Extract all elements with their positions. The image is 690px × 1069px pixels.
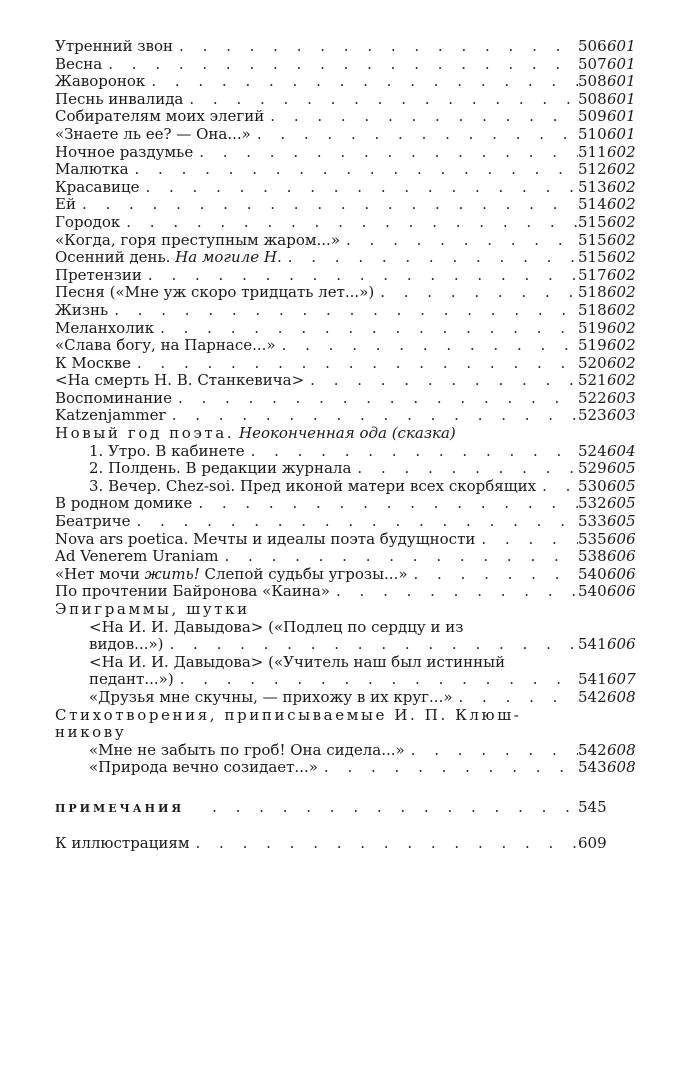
toc-entry: Утренний звон . . . 506 601: [55, 38, 637, 56]
toc-subentry: 2. Полдень. В редакции журнала . . . 529 605: [55, 460, 637, 478]
toc-subentry: 1. Утро. В кабинете . . . 524 604: [55, 443, 637, 461]
toc-subentry: 3. Вечер. Chez-soi. Пред иконой матери всех скорбящих . . . 530 605: [55, 478, 637, 496]
toc-entry: Воспоминание . . . 522 603: [55, 390, 637, 408]
toc-entry: Осенний день. На могиле Н. . . . 515 602: [55, 249, 637, 267]
toc-entry: «Нет мочи жить! Слепой судьбы угрозы...» . . . 540 606: [55, 566, 637, 584]
toc-subentry-line: <На И. И. Давыдова> («Подлец по сердцу и из: [89, 617, 464, 636]
toc-entry: Ей . . . 514 602: [55, 196, 637, 214]
notes-entry: ПРИМЕЧАНИЯ . . . 545: [55, 799, 637, 817]
toc-entry: Жаворонок . . . 508 601: [55, 73, 637, 91]
toc-subentry: «Природа вечно созидает...» . . . 543 608: [55, 759, 637, 777]
toc-entry: Городок . . . 515 602: [55, 214, 637, 232]
toc-entry: По прочтении Байронова «Каина» . . . 540 606: [55, 583, 637, 601]
toc-entry: Ad Venerem Uraniam . . . 538 606: [55, 548, 637, 566]
section-heading: Стихотворения, приписываемые И. П. Клюш-: [55, 705, 522, 724]
toc-subentry: педант...») . . . 541 607: [55, 671, 637, 689]
toc-entry: В родном домике . . . 532 605: [55, 495, 637, 513]
toc-entry: Katzenjammer . . . 523 603: [55, 407, 637, 425]
table-of-contents: [55, 38, 637, 852]
toc-entry: К Москве . . . 520 602: [55, 355, 637, 373]
section-heading: Новый год поэта. Неоконченная ода (сказка): [55, 424, 456, 443]
toc-entry: Песнь инвалида . . . 508 601: [55, 91, 637, 109]
toc-entry: Ночное раздумье . . . 511 602: [55, 144, 637, 162]
toc-entry: Беатриче . . . 533 605: [55, 513, 637, 531]
toc-entry: Nova ars poetica. Мечты и идеалы поэта будущности . . . 535 606: [55, 531, 637, 549]
toc-entry: <На смерть Н. В. Станкевича> . . . 521 602: [55, 372, 637, 390]
toc-entry: Меланхолик . . . 519 602: [55, 320, 637, 338]
toc-subentry-line: <На И. И. Давыдова> («Учитель наш был истинный: [89, 652, 506, 671]
toc-entry: Претензии . . . 517 602: [55, 267, 637, 285]
toc-entry: «Когда, горя преступным жаром...» . . . 515 602: [55, 232, 637, 250]
toc-entry: Весна . . . 507 601: [55, 56, 637, 74]
toc-entry: «Слава богу, на Парнасе...» . . . 519 602: [55, 337, 637, 355]
illustrations-entry: К иллюстрациям . . . 609: [55, 835, 637, 853]
toc-subentry: видов...») . . . 541 606: [55, 636, 637, 654]
toc-entry: Жизнь . . . 518 602: [55, 302, 637, 320]
toc-entry: Собирателям моих элегий . . . 509 601: [55, 108, 637, 126]
toc-entry: «Знаете ль ее? — Она...» . . . 510 601: [55, 126, 637, 144]
toc-subentry: «Друзья мне скучны, — прихожу в их круг...» . . . 542 608: [55, 689, 637, 707]
toc-subentry: «Мне не забыть по гроб! Она сидела...» . . . 542 608: [55, 742, 637, 760]
section-heading: Эпиграммы, шутки: [55, 600, 250, 618]
toc-entry: Малютка . . . 512 602: [55, 161, 637, 179]
toc-entry: Песня («Мне уж скоро тридцать лет...») . . . 518 602: [55, 284, 637, 302]
section-heading-cont: никову: [55, 723, 127, 742]
toc-entry: Красавице . . . 513 602: [55, 179, 637, 197]
